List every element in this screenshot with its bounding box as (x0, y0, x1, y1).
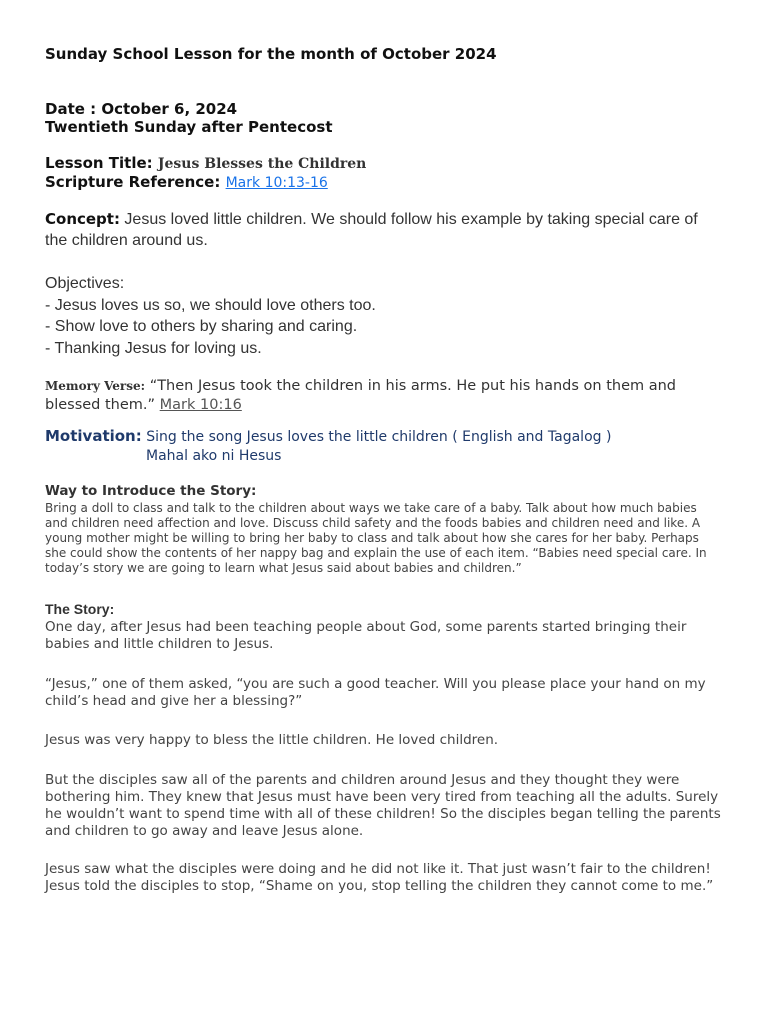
memory-verse (45, 377, 723, 415)
objectives-block (45, 273, 723, 359)
objective-item: - Jesus loves us so, we should love others too. (45, 296, 376, 314)
concept-paragraph (45, 209, 723, 251)
story-paragraph: One day, after Jesus had been teaching people about God, some parents started bringing their babies and little children to Jesus. (45, 619, 687, 652)
motivation-row (45, 426, 723, 447)
story-paragraph: Jesus was very happy to bless the little children. He loved children. (45, 732, 499, 748)
concept-text: Jesus loved little children. We should follow his example by taking special care of the children around us. (45, 211, 698, 249)
lesson-title-row (45, 154, 723, 173)
objective-item: - Show love to others by sharing and caring. (45, 318, 358, 335)
introduce-text: Bring a doll to class and talk to the children about ways we take care of a baby. Talk about how much babies and children need affection and love. Discuss child safety and the foods babies and children need and like. A young mother might be willing to bring her baby to class and talk about how she cares for her baby. Perhaps she could show the contents of her nappy bag and explain the use of each item. “Babies need special care. In today’s story we are going to learn what Jesus said about babies and children.” (45, 501, 707, 575)
scripture-link[interactable]: Mark 10:13-16 (225, 175, 328, 191)
motivation-line-1: Sing the song Jesus loves the little children ( English and Tagalog ) (146, 429, 612, 445)
lesson-title-value: Jesus Blesses the Children (157, 156, 367, 172)
concept-label: Concept: (45, 210, 120, 228)
memory-verse-text: “Then Jesus took the children in his arms. He put his hands on them and blessed them.” (45, 378, 677, 413)
motivation-line-2: Mahal ako ni Hesus (146, 448, 282, 464)
introduce-heading: Way to Introduce the Story: (45, 483, 257, 499)
lesson-date: Date : October 6, 2024 (45, 100, 238, 118)
objectives-heading: Objectives: (45, 275, 125, 292)
objective-item: - Thanking Jesus for loving us. (45, 339, 262, 357)
story-heading: The Story: (45, 601, 115, 617)
lesson-occasion: Twentieth Sunday after Pentecost (45, 118, 333, 136)
page-title: Sunday School Lesson for the month of October 2024 (45, 45, 497, 63)
story-paragraph: But the disciples saw all of the parents and children around Jesus and they thought they were bothering him. They knew that Jesus must have been very tired from teaching all the adults. Surely he wouldn’t want to spend time with all of these children! So the disciples began telling the parents and children to go away and leave Jesus alone. (45, 772, 721, 839)
story-paragraph: Jesus saw what the disciples were doing and he did not like it. That just wasn’t fair to the children! Jesus told the disciples to stop, “Shame on you, stop telling the children they cannot come to me.” (45, 861, 714, 894)
motivation-label: Motivation: (45, 427, 142, 445)
story-paragraph: “Jesus,” one of them asked, “you are such a good teacher. Will you please place your hand on my child’s head and give her a blessing?” (45, 676, 706, 709)
memory-verse-reference-link[interactable]: Mark 10:16 (159, 397, 242, 413)
scripture-row (45, 173, 723, 192)
memory-verse-label: Memory Verse: (45, 379, 146, 393)
scripture-label: Scripture Reference: (45, 173, 221, 191)
lesson-title-label: Lesson Title: (45, 154, 153, 172)
